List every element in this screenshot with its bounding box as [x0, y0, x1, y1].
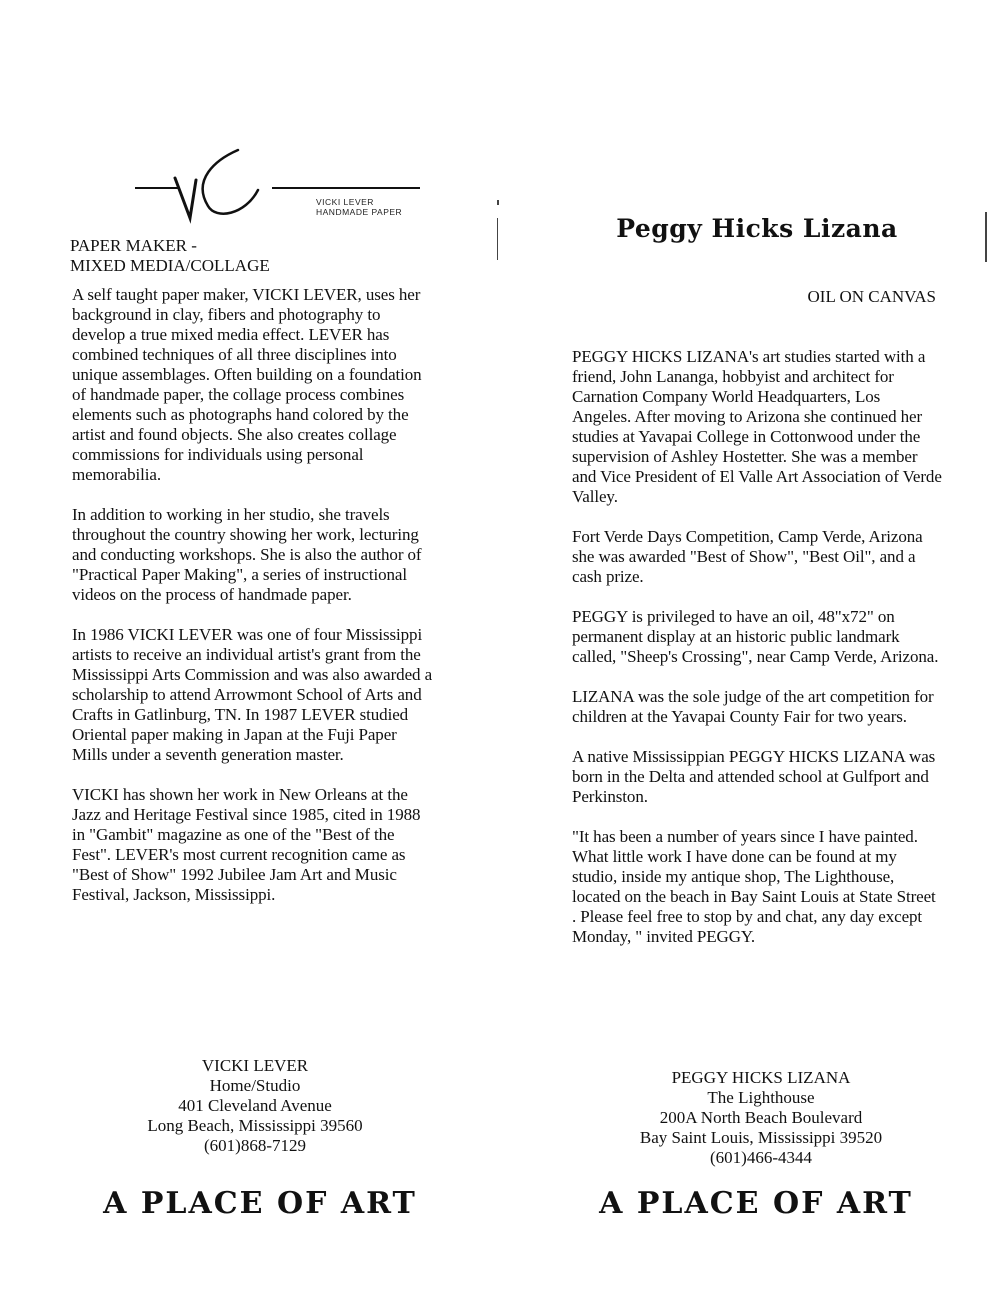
contact-block — [50, 1056, 460, 1156]
fold-mark — [985, 212, 987, 262]
contact-phone: (601)466-4344 — [710, 1148, 812, 1167]
section-heading — [70, 236, 270, 276]
contact-name: PEGGY HICKS LIZANA — [671, 1068, 851, 1087]
paragraph: VICKI has shown her work in New Orleans at the Jazz and Heritage Festival since 1985, cited in 1988 in "Gambit" magazine as one of the "Best of the Fest". LEVER's most current recognition came as "Best of Show" 1992 Jubilee Jam Art and Music Festival, Jackson, Mississippi. — [72, 785, 421, 904]
biography-text — [72, 285, 432, 925]
medium-label: OIL ON CANVAS — [807, 287, 936, 306]
footer-title: A PLACE OF ART — [599, 1186, 913, 1221]
contact-name: VICKI LEVER — [201, 1056, 309, 1075]
contact-line: The Lighthouse — [707, 1088, 815, 1107]
paragraph: A self taught paper maker, VICKI LEVER, uses her background in clay, fibers and photography to develop a true mixed media effect. LEVER has combined techniques of all three disciplines into unique assemblages. Often building on a foundation of handmade paper, the collage process combines elements such as photographs hand colored by the artist and found objects. She also creates collage commissions for individuals using personal memorabilia. — [72, 285, 422, 484]
fold-mark — [497, 218, 498, 260]
paragraph: In 1986 VICKI LEVER was one of four Mississippi artists to receive an individual artist's grant from the Mississippi Arts Commission and was also awarded a scholarship to attend Arrowmont School of Arts and Crafts in Gatlinburg, TN. In 1987 LEVER studied Oriental paper making in Japan at the Fuji Paper Mills under a seventh generation master. — [72, 625, 433, 764]
footer-title: A PLACE OF ART — [103, 1186, 417, 1221]
contact-city: Long Beach, Mississippi 39560 — [147, 1116, 363, 1135]
logo-caption-line: HANDMADE PAPER — [316, 207, 403, 217]
paragraph: LIZANA was the sole judge of the art competition for children at the Yavapai County Fair for two years. — [572, 687, 934, 726]
heading-line: PAPER MAKER - — [70, 236, 197, 255]
contact-line: Home/Studio — [209, 1076, 301, 1095]
logo-caption-line: VICKI LEVER — [316, 197, 374, 207]
paragraph: PEGGY is privileged to have an oil, 48"x72" on permanent display at an historic public landmark called, "Sheep's Crossing", near Camp Verde, Arizona. — [572, 607, 939, 666]
paragraph: In addition to working in her studio, she travels throughout the country showing her work, lecturing and conducting workshops. She is also the author of "Practical Paper Making", a series of instructional videos on the process of handmade paper. — [72, 505, 422, 604]
paragraph: A native Mississippian PEGGY HICKS LIZANA was born in the Delta and attended school at Gulfport and Perkinston. — [572, 747, 936, 806]
paragraph: Fort Verde Days Competition, Camp Verde, Arizona she was awarded "Best of Show", "Best Oil", and a cash prize. — [572, 527, 923, 586]
artist-name: Peggy Hicks Lizana — [616, 214, 898, 243]
paragraph: "It has been a number of years since I have painted. What little work I have done can be found at my studio, inside my antique shop, The Lighthouse, located on the beach in Bay Saint Louis at State Street . Please feel free to stop by and chat, any day except Monday, " invited PEGGY. — [572, 827, 936, 946]
contact-city: Bay Saint Louis, Mississippi 39520 — [639, 1128, 883, 1147]
fold-mark — [497, 200, 499, 205]
logo-caption — [316, 197, 402, 217]
contact-phone: (601)868-7129 — [204, 1136, 306, 1155]
biography-text — [572, 347, 942, 967]
contact-block — [556, 1068, 966, 1168]
heading-line: MIXED MEDIA/COLLAGE — [70, 256, 270, 275]
contact-address: 401 Cleveland Avenue — [178, 1096, 332, 1115]
contact-address: 200A North Beach Boulevard — [659, 1108, 863, 1127]
paragraph: PEGGY HICKS LIZANA's art studies started with a friend, John Lananga, hobbyist and architect for Carnation Company World Headquarters, Los Angeles. After moving to Arizona she continued her studies at Yavapai College in Cottonwood under the supervision of Ashley Hostetter. She was a member and Vice President of El Valle Art Association of Verde Valley. — [572, 347, 942, 506]
